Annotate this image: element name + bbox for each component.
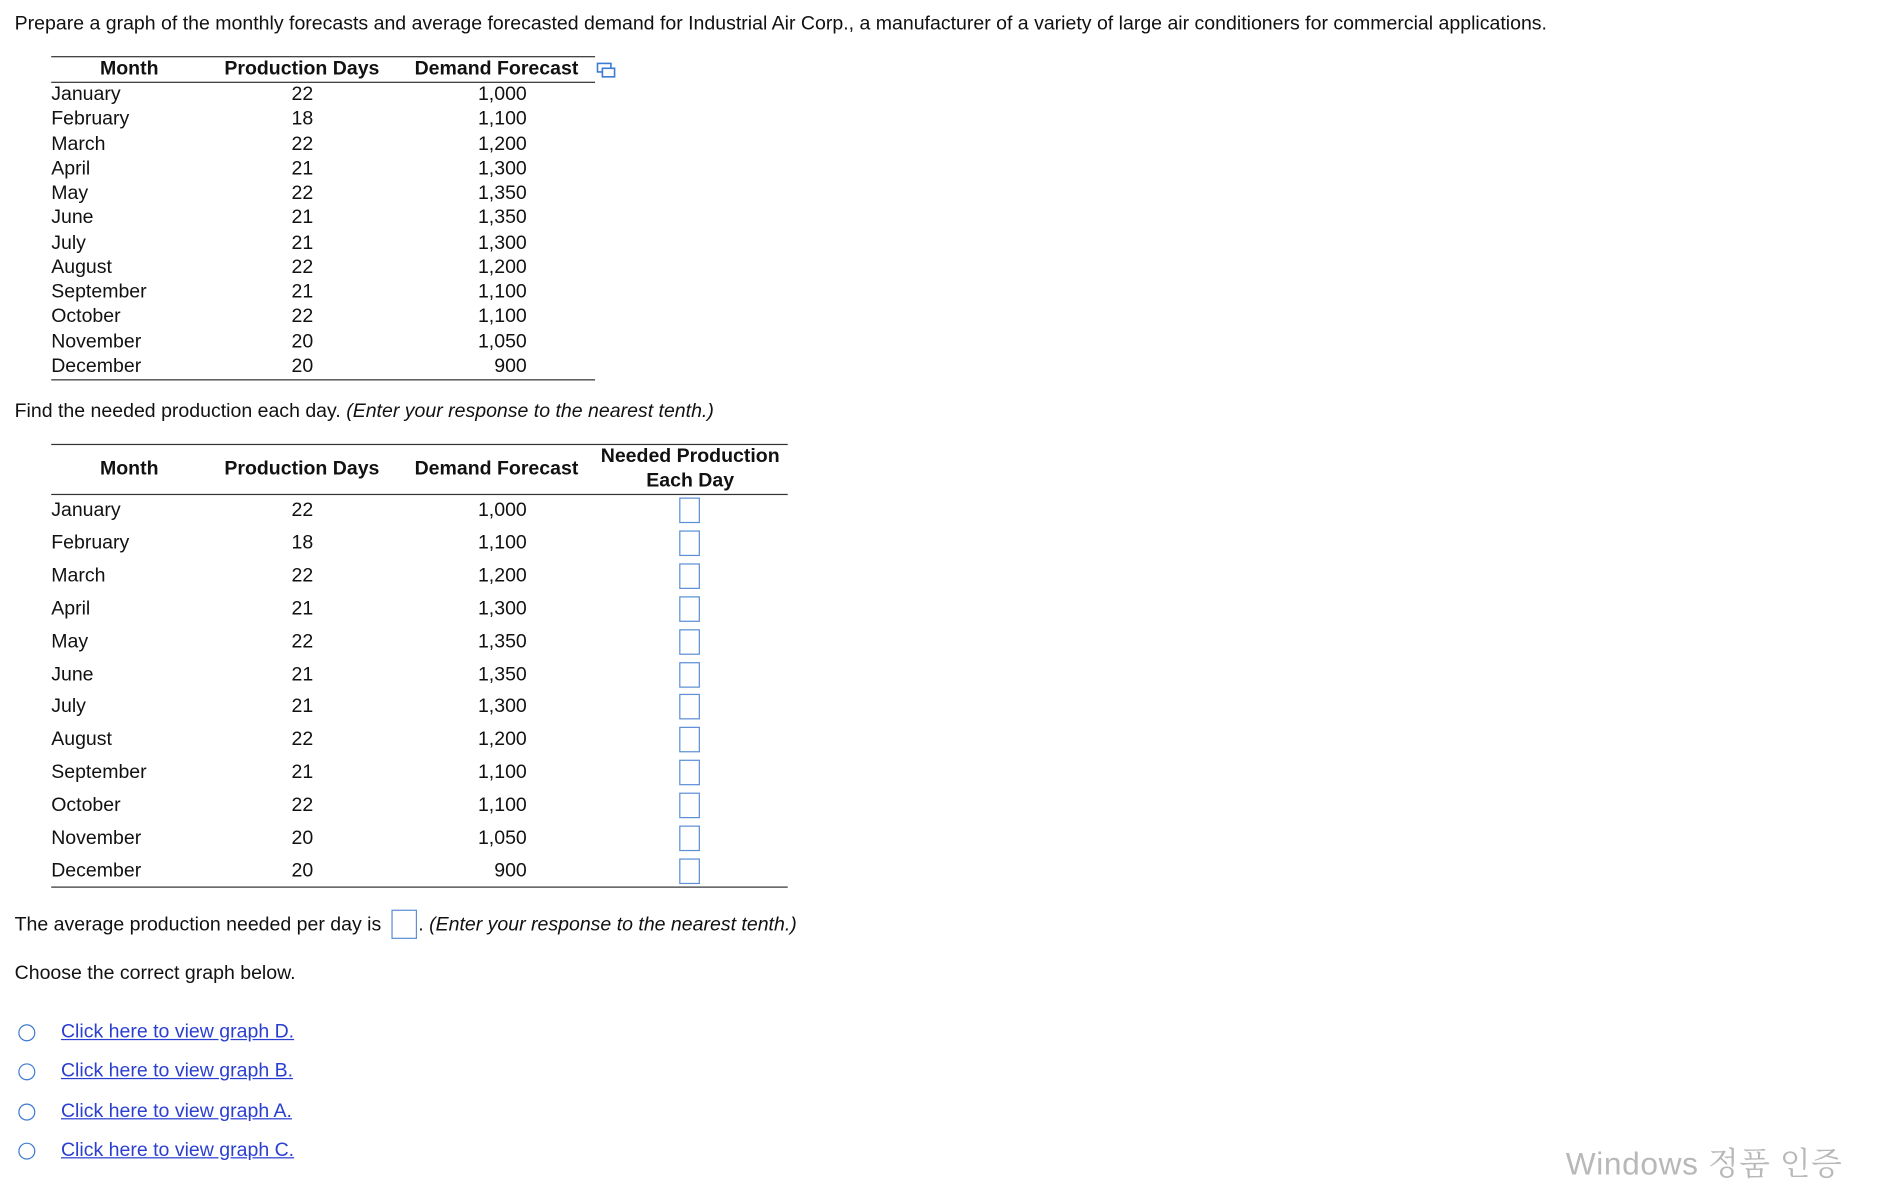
needed-production-input[interactable] [679,662,700,688]
t2-cell-days: 21 [291,762,314,784]
t2-cell-forecast: 1,050 [477,827,527,849]
t2-cell-days: 22 [291,631,314,652]
t1-cell-forecast: 1,050 [477,331,527,352]
t1-cell-forecast: 1,200 [477,133,527,155]
t2-header-forecast: Demand Forecast [414,458,579,480]
t2-cell-days: 22 [291,729,314,751]
t1-cell-month: December [51,355,142,377]
t2-cell-month: June [51,663,94,685]
t2-cell-forecast: 1,200 [477,729,527,751]
t1-header-month: Month [99,58,159,80]
average-suffix: . [418,914,430,936]
t2-cell-month: May [51,631,89,652]
t2-header-needed-line1: Needed Production [600,446,780,468]
t1-header-forecast: Demand Forecast [414,58,579,80]
t2-cell-forecast: 1,100 [477,795,527,816]
t2-cell-days: 20 [291,860,314,882]
t2-cell-month: September [51,762,147,784]
t2-cell-days: 21 [291,663,314,685]
t1-cell-forecast: 1,300 [477,158,527,179]
t1-cell-days: 22 [291,84,314,105]
t2-cell-month: April [51,598,91,620]
t1-cell-month: February [51,108,130,130]
t2-cell-days: 21 [291,598,314,620]
t2-header-rule [51,494,788,495]
t1-cell-forecast: 1,100 [477,108,527,130]
needed-production-input[interactable] [679,793,700,819]
t1-cell-month: April [51,158,91,179]
t1-cell-days: 21 [291,207,314,229]
t2-cell-month: November [51,827,142,849]
t2-cell-days: 22 [291,565,314,587]
average-hint: (Enter your response to the nearest tenth.) [429,914,797,936]
t1-cell-days: 22 [291,182,314,204]
t2-cell-forecast: 1,100 [477,532,527,554]
t1-cell-forecast: 1,200 [477,256,527,278]
radio-button[interactable] [18,1103,35,1120]
copy-table-icon[interactable] [596,62,616,79]
intro-text: Prepare a graph of the monthly forecasts and average forecasted demand for Industrial Air Corp., a manufacturer of a variety of large air conditioners for commercial applications. [14,13,1547,35]
t1-cell-month: October [51,306,121,328]
t1-bottom-rule [51,379,595,380]
t2-cell-month: February [51,532,130,554]
t2-cell-month: January [51,499,121,521]
t2-cell-days: 18 [291,532,314,554]
t2-cell-forecast: 1,100 [477,762,527,784]
choose-graph-text: Choose the correct graph below. [14,963,296,985]
t2-cell-month: October [51,795,121,816]
t2-header-needed-line2: Each Day [646,470,735,492]
t1-cell-days: 20 [291,331,314,352]
t2-cell-days: 21 [291,696,314,718]
view-graph-link[interactable]: Click here to view graph B. [60,1061,294,1082]
t2-cell-forecast: 1,350 [477,631,527,652]
t2-cell-month: December [51,860,142,882]
t1-cell-month: August [51,256,112,278]
t1-cell-month: January [51,84,121,105]
t2-header-days: Production Days [224,458,380,480]
needed-production-input[interactable] [679,826,700,852]
t2-cell-days: 22 [291,499,314,521]
t2-cell-month: March [51,565,106,587]
t1-cell-days: 21 [291,158,314,179]
t1-cell-month: March [51,133,106,155]
t1-cell-forecast: 1,100 [477,306,527,328]
t2-bottom-rule [51,887,788,888]
t2-cell-forecast: 1,350 [477,663,527,685]
view-graph-link[interactable]: Click here to view graph D. [60,1021,295,1043]
t2-cell-month: August [51,729,112,751]
t1-header-rule [51,82,595,83]
t1-cell-days: 18 [291,108,314,130]
t2-top-rule [51,444,788,445]
t1-cell-days: 21 [291,232,314,254]
t1-cell-days: 21 [291,281,314,303]
view-graph-link[interactable]: Click here to view graph A. [60,1100,292,1122]
average-production-input[interactable] [391,910,417,939]
t2-cell-forecast: 900 [494,860,527,882]
needed-production-input[interactable] [679,629,700,655]
t2-cell-month: July [51,696,86,718]
t1-top-rule [51,56,595,57]
needed-production-input[interactable] [679,760,700,786]
t2-cell-forecast: 1,300 [477,696,527,718]
needed-production-input[interactable] [679,858,700,884]
t2-cell-days: 20 [291,827,314,849]
t2-cell-days: 22 [291,795,314,816]
t2-cell-forecast: 1,000 [477,499,527,521]
t1-cell-days: 22 [291,306,314,328]
windows-activation-watermark: Windows 정품 인증 [1565,1145,1843,1182]
t1-cell-forecast: 1,300 [477,232,527,254]
average-prefix: The average production needed per day is [14,914,382,936]
t2-header-month: Month [99,458,159,480]
needed-production-input[interactable] [679,530,700,556]
t1-cell-days: 22 [291,133,314,155]
t1-cell-month: May [51,182,89,204]
radio-button[interactable] [18,1142,35,1159]
t1-cell-forecast: 1,350 [477,207,527,229]
view-graph-link[interactable]: Click here to view graph C. [60,1140,295,1161]
radio-button[interactable] [18,1024,35,1041]
t2-cell-forecast: 1,300 [477,598,527,620]
t1-cell-month: November [51,331,142,352]
question-text: Find the needed production each day. [14,401,347,422]
t1-cell-days: 20 [291,355,314,377]
t2-cell-forecast: 1,200 [477,565,527,587]
needed-production-input[interactable] [679,563,700,589]
t1-cell-forecast: 1,350 [477,182,527,204]
question-hint: (Enter your response to the nearest tenth.) [346,401,714,422]
needed-production-input[interactable] [679,498,700,524]
t1-cell-forecast: 1,000 [477,84,527,105]
t1-header-days: Production Days [224,58,380,80]
t1-cell-days: 22 [291,256,314,278]
question-needed-production [15,401,714,423]
t1-cell-month: June [51,207,94,229]
needed-production-input[interactable] [679,694,700,720]
average-suffix-line [418,915,796,937]
t1-cell-forecast: 1,100 [477,281,527,303]
t1-cell-forecast: 900 [494,355,527,377]
t1-cell-month: July [51,232,86,254]
radio-button[interactable] [18,1064,35,1081]
needed-production-input[interactable] [679,727,700,753]
t1-cell-month: September [51,281,147,303]
needed-production-input[interactable] [679,596,700,622]
